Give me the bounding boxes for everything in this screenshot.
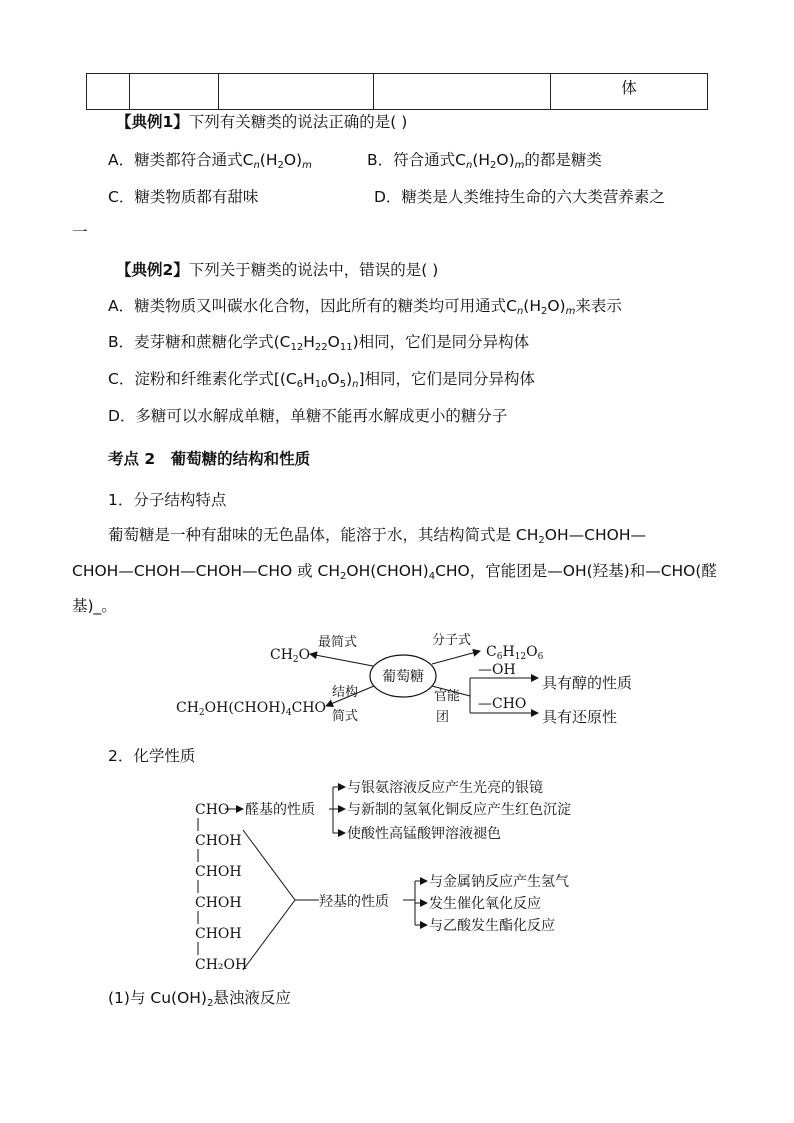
example2-option-c: C．淀粉和纤维素化学式$[(C_6H_{10}O_5)_n]$相同，它们是同分异构体 (108, 370, 536, 390)
table-cell (219, 74, 374, 110)
example1-option-a: A．糖类都符合通式$C_n(H_2O)_m$ (108, 151, 312, 171)
functional-label-1: 官能 (434, 689, 461, 704)
para-text: 葡萄糖是一种有甜味的无色晶体，能溶于水，其结构简式是 CH (108, 526, 539, 544)
arrow-molecular (432, 651, 480, 664)
hydroxyl-prop-3: 与乙酸发生酯化反应 (429, 918, 555, 934)
example2-question: 下列关于糖类的说法中，错误的是( ) (188, 261, 439, 279)
hydroxyl-prop-2: 发生催化氧化反应 (429, 896, 541, 912)
example1-option-d: D．糖类是人类维持生命的六大类营养素之 (374, 188, 665, 206)
para-text: OH(CHOH) (346, 562, 429, 580)
arrow-simplest (310, 654, 373, 666)
para-text: 悬浊液反应 (213, 989, 291, 1007)
aldehyde-label: 醛基的性质 (245, 802, 315, 818)
example1-question: 下列有关糖类的说法正确的是( ) (188, 113, 408, 131)
example1-stem (116, 112, 407, 132)
center-label: 葡萄糖 (382, 669, 424, 685)
simplest-label: 最简式 (318, 635, 358, 650)
aldehyde-prop-1: 与银氨溶液反应产生光亮的银镜 (347, 780, 543, 796)
structural-label-2: 简式 (332, 709, 359, 724)
hydroxyl-label: 羟基的性质 (319, 894, 389, 910)
example1-option-c: C．糖类物质都有甜味 (108, 188, 259, 206)
structural-formula: $CH_2OH(CHOH)_4CHO$ (176, 700, 327, 718)
example2-label: 【典例2】 (116, 261, 189, 279)
hydroxyl-brace (243, 830, 295, 970)
top-table (86, 73, 708, 110)
example2-option-d: D．多糖可以水解成单糖，单糖不能再水解成更小的糖分子 (108, 407, 508, 425)
carbon-chain (195, 802, 247, 973)
table-cell (130, 74, 219, 110)
example1-label: 【典例1】 (116, 113, 189, 131)
hydroxyl-prop-1: 与金属钠反应产生氢气 (429, 874, 569, 890)
aldehyde-prop-3: 使酸性高锰酸钾溶液褪色 (347, 826, 501, 842)
para-text: (1)与 Cu(OH) (108, 989, 207, 1007)
option-text: B．麦芽糖和蔗糖化学式(C (108, 333, 291, 351)
option-text: 来表示 (575, 297, 622, 315)
oh-group: —OH (478, 662, 516, 678)
option-text: A．糖类都符合通式C (108, 151, 254, 169)
chain-group-1: CHOH (195, 833, 242, 849)
example1-option-b: B．符合通式$C_n(H_2O)_m$的都是糖类 (367, 151, 602, 171)
subsection-structure: 1．分子结构特点 (108, 491, 227, 509)
chain-group-0: CHO (195, 802, 230, 818)
option-text: ]相同，它们是同分异构体 (358, 370, 536, 388)
chain-group-4: CHOH (195, 926, 242, 942)
chain-group-3: CHOH (195, 895, 242, 911)
paragraph-line-3: 基)_。 (72, 597, 117, 615)
glucose-structure-diagram (170, 626, 650, 730)
functional-label-2: 团 (436, 710, 450, 725)
paragraph-line-1: 葡萄糖是一种有甜味的无色晶体，能溶于水，其结构简式是 $CH_2OH—CHOH—$ (108, 526, 646, 546)
para-text: CHOH—CHOH—CHOH—CHO 或 CH (72, 562, 341, 580)
molecular-formula: $C_6H_{12}O_6$ (486, 644, 544, 662)
subsection-properties: 2．化学性质 (108, 747, 196, 765)
option-text: B．符合通式C (367, 151, 466, 169)
subsection-cuoh2: (1)与 $Cu(OH)_2$悬浊液反应 (108, 989, 291, 1009)
para-text: CHO，官能团是—OH(羟基)和—CHO(醛 (435, 562, 717, 580)
cho-property: 具有还原性 (542, 708, 618, 726)
example2-option-b: B．麦芽糖和蔗糖化学式$(C_{12}H_{22}O_{11})$相同，它们是同分异构体 (108, 333, 530, 353)
option-text: C．淀粉和纤维素化学式[(C (108, 370, 297, 388)
table-cell (374, 74, 551, 110)
example2-option-a: A．糖类物质又叫碳水化合物，因此所有的糖类均可用通式$C_n(H_2O)_m$来表示 (108, 297, 622, 317)
table-cell (87, 74, 130, 110)
chain-group-2: CHOH (195, 864, 242, 880)
glucose-properties-diagram (185, 772, 635, 977)
paragraph-line-2: CHOH—CHOH—CHOH—CHO 或 $CH_2OH(CHOH)_4CHO$，官能团是—OH(羟基)和—CHO(醛 (72, 562, 717, 582)
option-text: 的都是糖类 (524, 151, 602, 169)
section-title: 考点 2 葡萄糖的结构和性质 (108, 450, 311, 468)
option-text: )相同，它们是同分异构体 (352, 333, 530, 351)
chain-group-5: CH₂OH (195, 957, 248, 973)
cho-group: —CHO (478, 696, 527, 712)
table-cell-last: 体 (551, 74, 708, 110)
simplest-formula: $CH_2O$ (270, 647, 311, 665)
aldehyde-prop-2: 与新制的氢氧化铜反应产生红色沉淀 (347, 802, 571, 818)
option-text: A．糖类物质又叫碳水化合物，因此所有的糖类均可用通式C (108, 297, 517, 315)
molecular-label: 分子式 (432, 633, 472, 648)
oh-property: 具有醇的性质 (542, 674, 633, 692)
structural-label-1: 结构 (332, 685, 359, 700)
example2-stem (116, 260, 438, 280)
para-text: OH—CHOH— (544, 526, 646, 544)
example1-option-d-wrap: 一 (72, 223, 88, 241)
